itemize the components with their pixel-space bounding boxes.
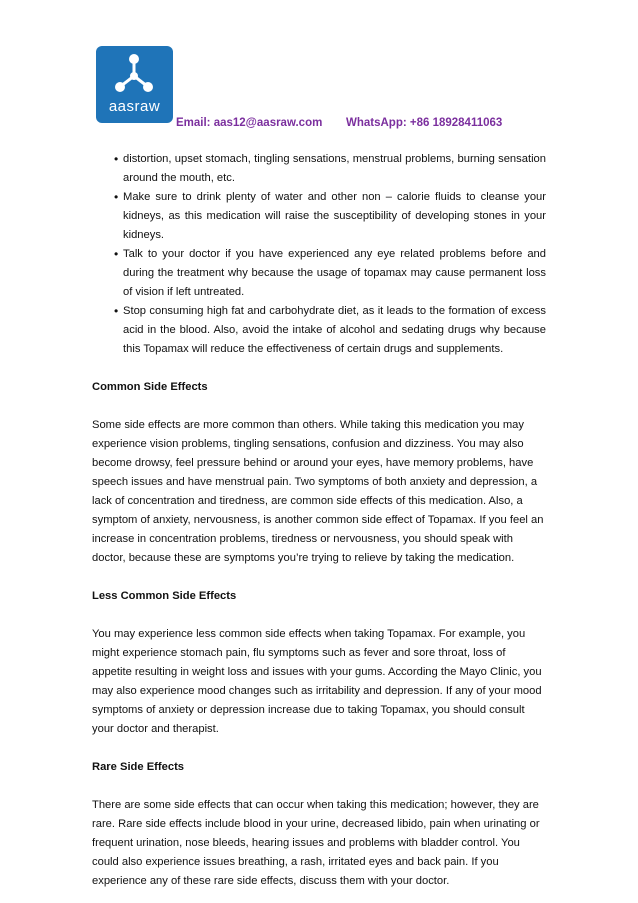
section-body-less-common: You may experience less common side effects when taking Topamax. For example, you might experience stomach pain, flu symptoms such as fever and sore throat, loss of appetite resulting in weight loss and issues with your gums. According the Mayo Clinic, you may also experience mood changes such as irritability and depression. If any of your mood symptoms of anxiety or depression increase due to taking Topamax, you should consult your doctor and therapist. xyxy=(92,628,542,735)
section-body-common: Some side effects are more common than others. While taking this medication you may experience vision problems, tingling sensations, confusion and dizziness. You may also become drowsy, feel pressure behind or around your eyes, have memory problems, have speech issues and have menstrual pain. Two symptoms of both anxiety and depression, a lack of concentration and tiredness, are common side effects of this medication. Also, a symptom of anxiety, nervousness, is another common side effect of Topamax. If you feel an increase in concentration problems, tiredness or nervousness, you should speak with doctor, because these are symptoms you’re trying to relieve by taking the medication. xyxy=(92,419,544,564)
list-item: • distortion, upset stomach, tingling sensations, menstrual problems, burning sensation around the mouth, etc. xyxy=(94,150,546,188)
contact-whatsapp: WhatsApp: +86 18928411063 xyxy=(346,117,503,129)
section-heading-rare: Rare Side Effects xyxy=(92,761,185,773)
section-body-rare: There are some side effects that can occur when taking this medication; however, they are rare. Rare side effects include blood in your urine, decreased libido, pain when urinating or frequent urination, nose bleeds, hearing issues and problems with bladder control. You could also experience issues breathing, a rash, irritated eyes and back pain. If you experience any of these rare side effects, discuss them with your doctor. xyxy=(92,799,540,887)
contact-email: Email: aas12@aasraw.com xyxy=(176,117,323,129)
logo-wordmark: aasraw xyxy=(108,98,161,115)
aasraw-logo xyxy=(96,46,173,123)
list-item: • Make sure to drink plenty of water and other non – calorie fluids to cleanse your kidneys, as this medication will raise the susceptibility of developing stones in your kidneys. xyxy=(94,188,546,245)
document-body xyxy=(94,150,546,891)
bullet-list xyxy=(94,150,546,359)
section-heading-common: Common Side Effects xyxy=(92,381,208,393)
list-item: • Talk to your doctor if you have experienced any eye related problems before and during the treatment why because the usage of topamax may cause permanent loss of vision if left untreated. xyxy=(94,245,546,302)
list-item: • Stop consuming high fat and carbohydrate diet, as it leads to the formation of excess acid in the blood. Also, avoid the intake of alcohol and sedating drugs why because this Topamax will reduce the effectiveness of certain drugs and supplements. xyxy=(94,302,546,359)
section-heading-less-common: Less Common Side Effects xyxy=(92,590,237,602)
